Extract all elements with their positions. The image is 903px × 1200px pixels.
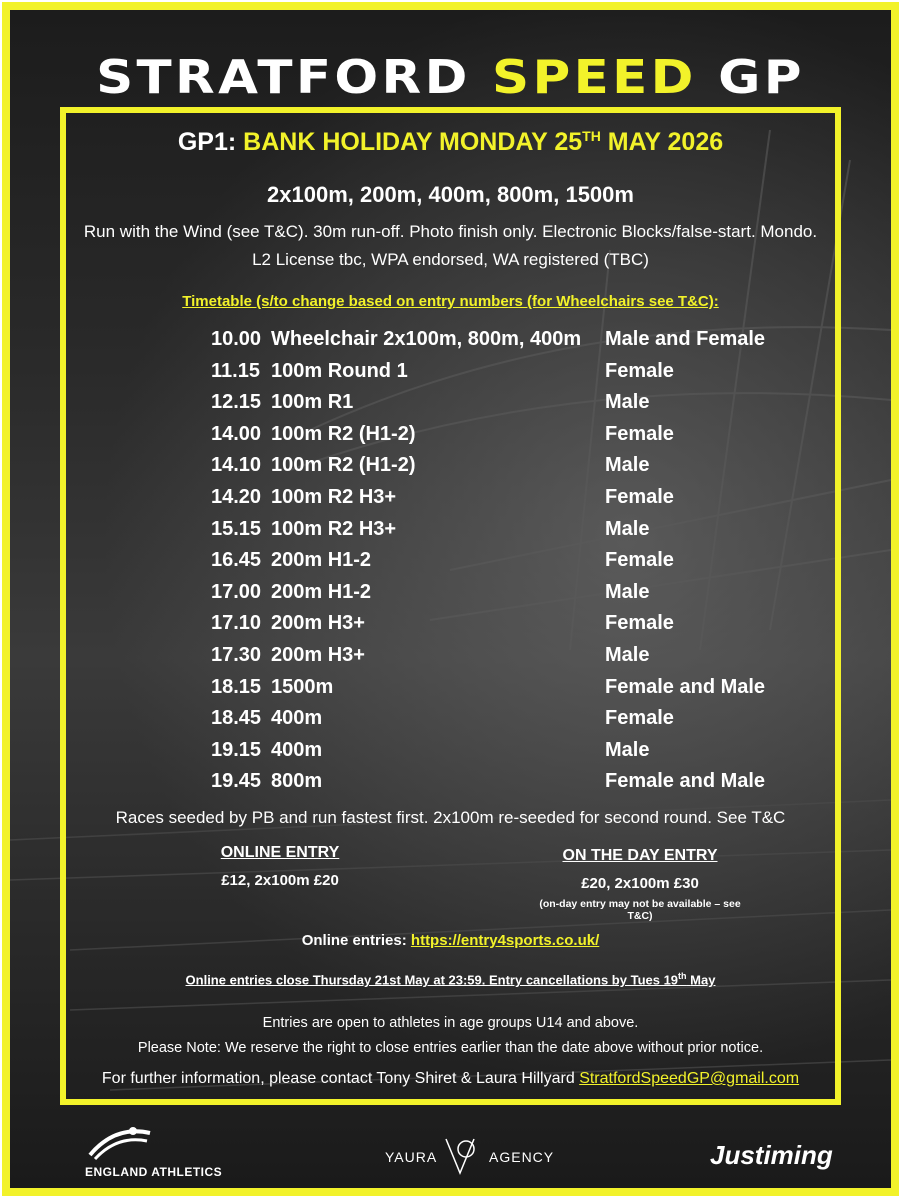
timetable-time: 14.00 [211,422,262,445]
online-entry-price: £12, 2x100m £20 [221,872,339,889]
timetable-gender: Female [605,549,674,572]
timetable-event: 100m R2 H3+ [271,485,397,508]
timetable-gender: Male [605,738,650,761]
timetable-event: 200m H3+ [271,643,365,666]
timetable-row [211,739,771,771]
timetable-gender: Female [605,422,674,445]
timetable-time: 18.15 [211,675,262,698]
event-date-heading [10,128,891,157]
timetable-gender: Male and Female [605,328,766,350]
timetable-row [211,581,771,613]
yaura-mark-icon [440,1135,480,1179]
contact-text: For further information, please contact Tony Shiret & Laura Hillyard [101,1070,575,1087]
timetable-row [211,676,771,708]
event-poster [2,2,899,1196]
timetable-event: 100m R2 H3+ [271,517,397,540]
timetable-time: 17.00 [211,580,262,603]
timetable-time: 12.15 [211,391,262,414]
gp-label: GP1: [177,128,237,156]
timetable-event: 100m R1 [271,391,354,414]
timetable-event: Wheelchair 2x100m, 800m, 400m [271,328,582,350]
timetable-time: 15.15 [211,517,262,540]
justiming-logo: Justiming [710,1140,833,1170]
yaura-agency-logo [385,1135,565,1180]
contact-line [10,1070,891,1088]
timetable-heading: Timetable (s/to change based on entry numbers (for Wheelchairs see T&C): [182,293,719,310]
timetable-gender: Male [605,517,650,540]
timetable-row [211,423,771,455]
timetable-time: 19.45 [211,770,262,793]
timetable-event: 100m R2 (H1-2) [271,422,416,445]
timetable-time: 16.45 [211,549,262,572]
gp-date: BANK HOLIDAY MONDAY 25TH MAY 2026 [243,128,724,156]
timetable-event: 100m Round 1 [271,359,408,382]
timetable-row [211,518,771,550]
online-entry-heading: ONLINE ENTRY [220,844,340,861]
timetable-time: 10.00 [211,328,262,350]
day-entry-price: £20, 2x100m £30 [581,875,699,892]
timetable-time: 14.20 [211,485,262,508]
please-note-text: Please Note: We reserve the right to close entries earlier than the date above without prior notice. [137,1040,764,1056]
timetable-time: 17.10 [211,612,262,635]
timetable-row [211,486,771,518]
timetable-time: 17.30 [211,643,262,666]
timetable-gender: Male [605,454,650,477]
conditions-line-2: L2 License tbc, WPA endorsed, WA registered (TBC) [252,250,649,269]
poster-title [2,50,899,104]
online-entries-label: Online entries: [301,932,407,949]
timetable-time: 19.15 [211,738,262,761]
online-entries-line [10,932,891,949]
timetable-row [211,612,771,644]
online-entry-block [180,844,380,889]
timetable-row [211,644,771,676]
timetable-gender: Female [605,612,674,635]
seeding-note: Races seeded by PB and run fastest first. 2x100m re-seeded for second round. See T&C [115,808,786,827]
day-entry-heading: ON THE DAY ENTRY [562,847,718,864]
runner-icon [85,1125,155,1161]
title-speed: SPEED [491,50,697,104]
timetable-gender: Male [605,391,650,414]
contact-email-link[interactable]: StratfordSpeedGP@gmail.com [579,1070,800,1087]
timetable-row [211,360,771,392]
timetable-gender: Female [605,359,674,382]
day-entry-block [530,847,750,922]
timetable-event: 400m [271,707,323,730]
timetable-row [211,770,771,802]
timetable-row [211,549,771,581]
entry-link[interactable]: https://entry4sports.co.uk/ [410,932,600,949]
timetable-time: 18.45 [211,707,262,730]
timetable-gender: Female and Male [605,770,766,793]
eligibility-text: Entries are open to athletes in age groups U14 and above. [262,1015,639,1031]
entries-close-line: Online entries close Thursday 21st May at 23:59. Entry cancellations by Tues 19th May [185,971,716,988]
timetable-row [211,391,771,423]
timetable-gender: Female [605,707,674,730]
timetable-event: 1500m [271,675,334,698]
day-entry-note: (on-day entry may not be available – see T&C) [539,898,741,922]
events-list: 2x100m, 200m, 400m, 800m, 1500m [267,182,634,207]
timetable-event: 400m [271,738,323,761]
timetable-row [211,707,771,739]
timetable-row [211,328,771,360]
timetable-event: 200m H1-2 [271,580,372,603]
timetable-event: 200m H3+ [271,612,365,635]
timetable-row [211,454,771,486]
timetable-event: 800m [271,770,323,793]
timetable-time: 14.10 [211,454,262,477]
yaura-right: AGENCY [489,1149,555,1165]
timetable-time: 11.15 [211,359,260,382]
timetable-gender: Male [605,643,650,666]
timetable [211,328,771,802]
timetable-event: 200m H1-2 [271,549,372,572]
england-athletics-name: ENGLAND ATHLETICS [85,1165,223,1179]
conditions-line-1: Run with the Wind (see T&C). 30m run-off. Photo finish only. Electronic Blocks/false-start. Mondo. [83,222,818,241]
title-stratford: STRATFORD [96,50,471,104]
timetable-gender: Female and Male [605,675,766,698]
timetable-gender: Male [605,580,650,603]
timetable-event: 100m R2 (H1-2) [271,454,416,477]
england-athletics-logo [85,1125,245,1185]
timetable-gender: Female [605,485,674,508]
title-gp: GP [718,50,805,104]
yaura-left: YAURA [385,1149,438,1165]
